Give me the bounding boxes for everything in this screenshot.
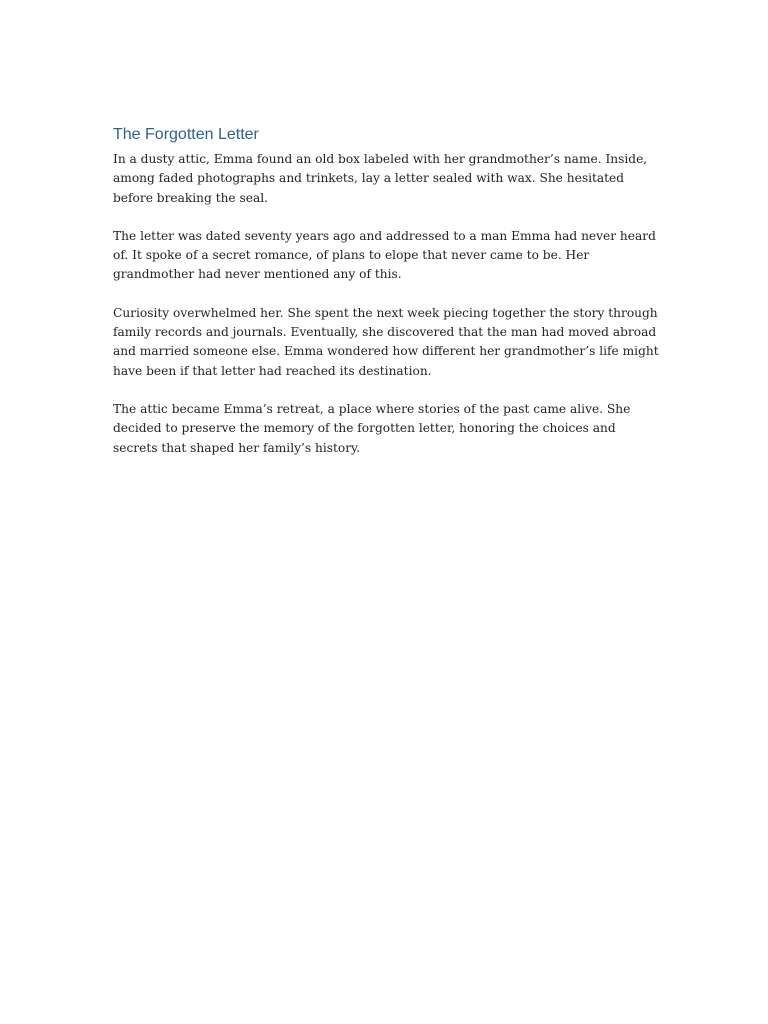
paragraph-2: The letter was dated seventy years ago and addressed to a man Emma had never heard of. It spoke of a secret romance, of plans to elope that never came to be. Her grandmother had never mentioned any of this. <box>113 228 656 282</box>
document-title: The Forgotten Letter <box>113 126 259 143</box>
document-body <box>113 124 661 477</box>
paragraph-1: In a dusty attic, Emma found an old box labeled with her grandmother’s name. Inside, among faded photographs and trinkets, lay a letter sealed with wax. She hesitated before breaking the seal. <box>113 152 648 205</box>
paragraph-3: Curiosity overwhelmed her. She spent the next week piecing together the story through family records and journals. Eventually, she discovered that the man had moved abroad and married someone else. Emma wondered how different her grandmother’s life might have been if that letter had reached its destination. <box>113 305 659 378</box>
paragraph-4: The attic became Emma’s retreat, a place where stories of the past came alive. She decided to preserve the memory of the forgotten letter, honoring the choices and secrets that shaped her family’s history. <box>113 401 631 455</box>
